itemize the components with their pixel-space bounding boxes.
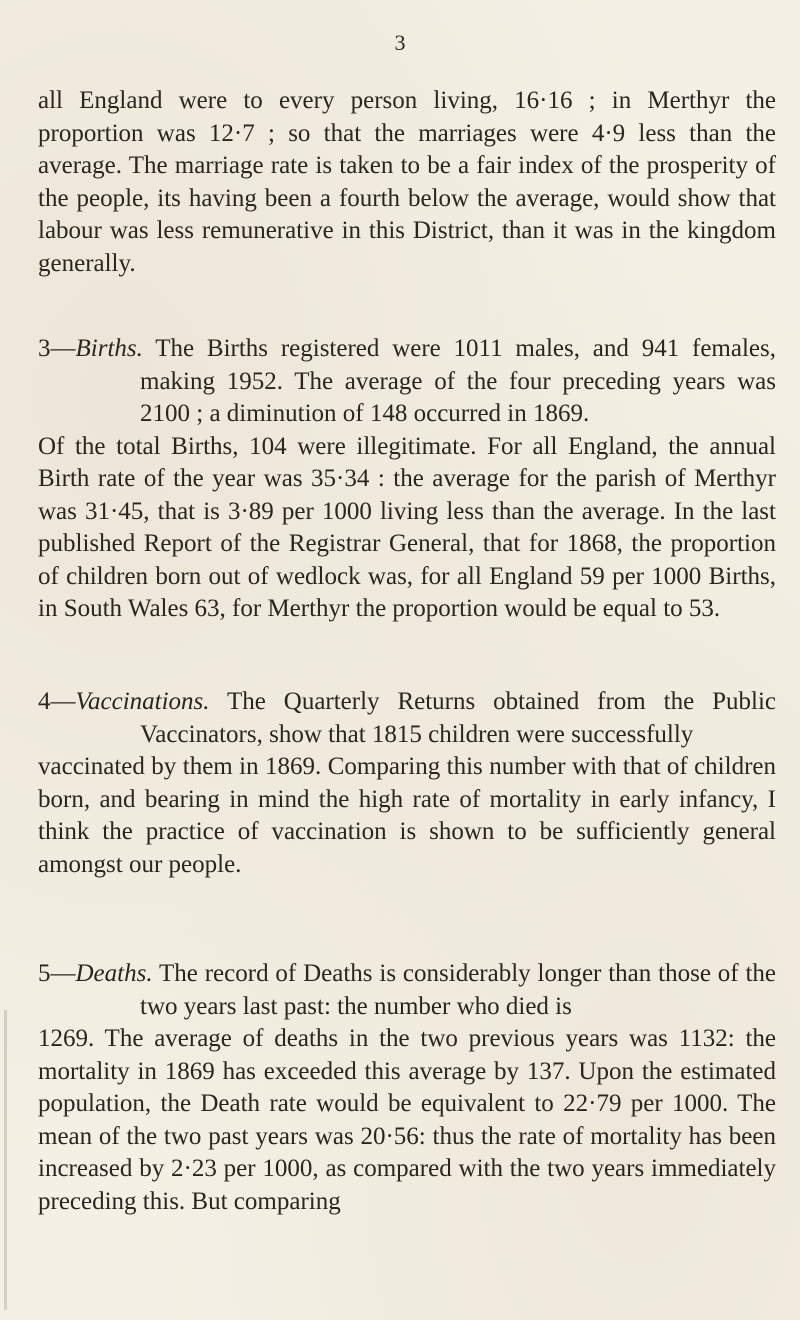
births-title: Births. — [75, 335, 143, 362]
intro-paragraph: all England were to every person living, 16·16 ; in Merthyr the proportion was 12·7 ; so that the marriages were 4·9 less than the average. The marriage rate is taken to be a fair index of the prosperity of the people, its having been a fourth below the average, would show that labour was less remunerative in this District, than it was in the kingdom generally. — [38, 87, 776, 277]
births-number: 3— — [38, 335, 76, 362]
births-first-text: The Births registered were 1011 males, and 941 females, making 1952. The average of the four preceding years was 2100 ; a diminution of 148 occurred in 1869. — [140, 335, 776, 427]
section-births — [38, 333, 776, 626]
page-number: 3 — [394, 30, 406, 55]
section-vaccinations — [38, 686, 776, 881]
vaccinations-title: Vaccinations. — [75, 688, 210, 715]
vaccinations-number: 4— — [38, 688, 76, 715]
deaths-number: 5— — [38, 960, 76, 987]
deaths-title: Deaths. — [75, 960, 153, 987]
births-rest-text: Of the total Births, 104 were illegitimate. For all England, the annual Birth rate of the year was 35·34 : the average for the parish of Merthyr was 31·45, that is 3·89 per 1000 living less than the average. In the last published Report of the Registrar General, that for 1868, the proportion of children born out of wedlock was, for all England 59 per 1000 Births, in South Wales 63, for Merthyr the proportion would be equal to 53. — [38, 432, 776, 622]
deaths-first-text: The record of Deaths is considerably longer than those of the two years last past: the number who died is — [140, 960, 776, 1020]
deaths-heading-block — [38, 958, 776, 1023]
vaccinations-rest-text: vaccinated by them in 1869. Comparing this number with that of children born, and bearing in mind the high rate of mortality in early infancy, I think the practice of vaccination is shown to be sufficiently general amongst our people. — [38, 753, 776, 878]
vaccinations-first-text: The Quarterly Returns obtained from the Public Vaccinators, show that 1815 children were successfully — [140, 688, 776, 748]
births-heading-block — [38, 333, 776, 431]
deaths-rest-text: 1269. The average of deaths in the two previous years was 1132: the mortality in 1869 has exceeded this average by 137. Upon the estimated population, the Death rate would be equivalent to 22·79 per 1000. The mean of the two past years was 20·56: thus the rate of mortality has been increased by 2·23 per 1000, as compared with the two years immediately preceding this. But comparing — [38, 1025, 776, 1215]
page-edge-shadow — [4, 1010, 7, 1310]
section-deaths — [38, 958, 776, 1218]
vaccinations-heading-block — [38, 686, 776, 751]
